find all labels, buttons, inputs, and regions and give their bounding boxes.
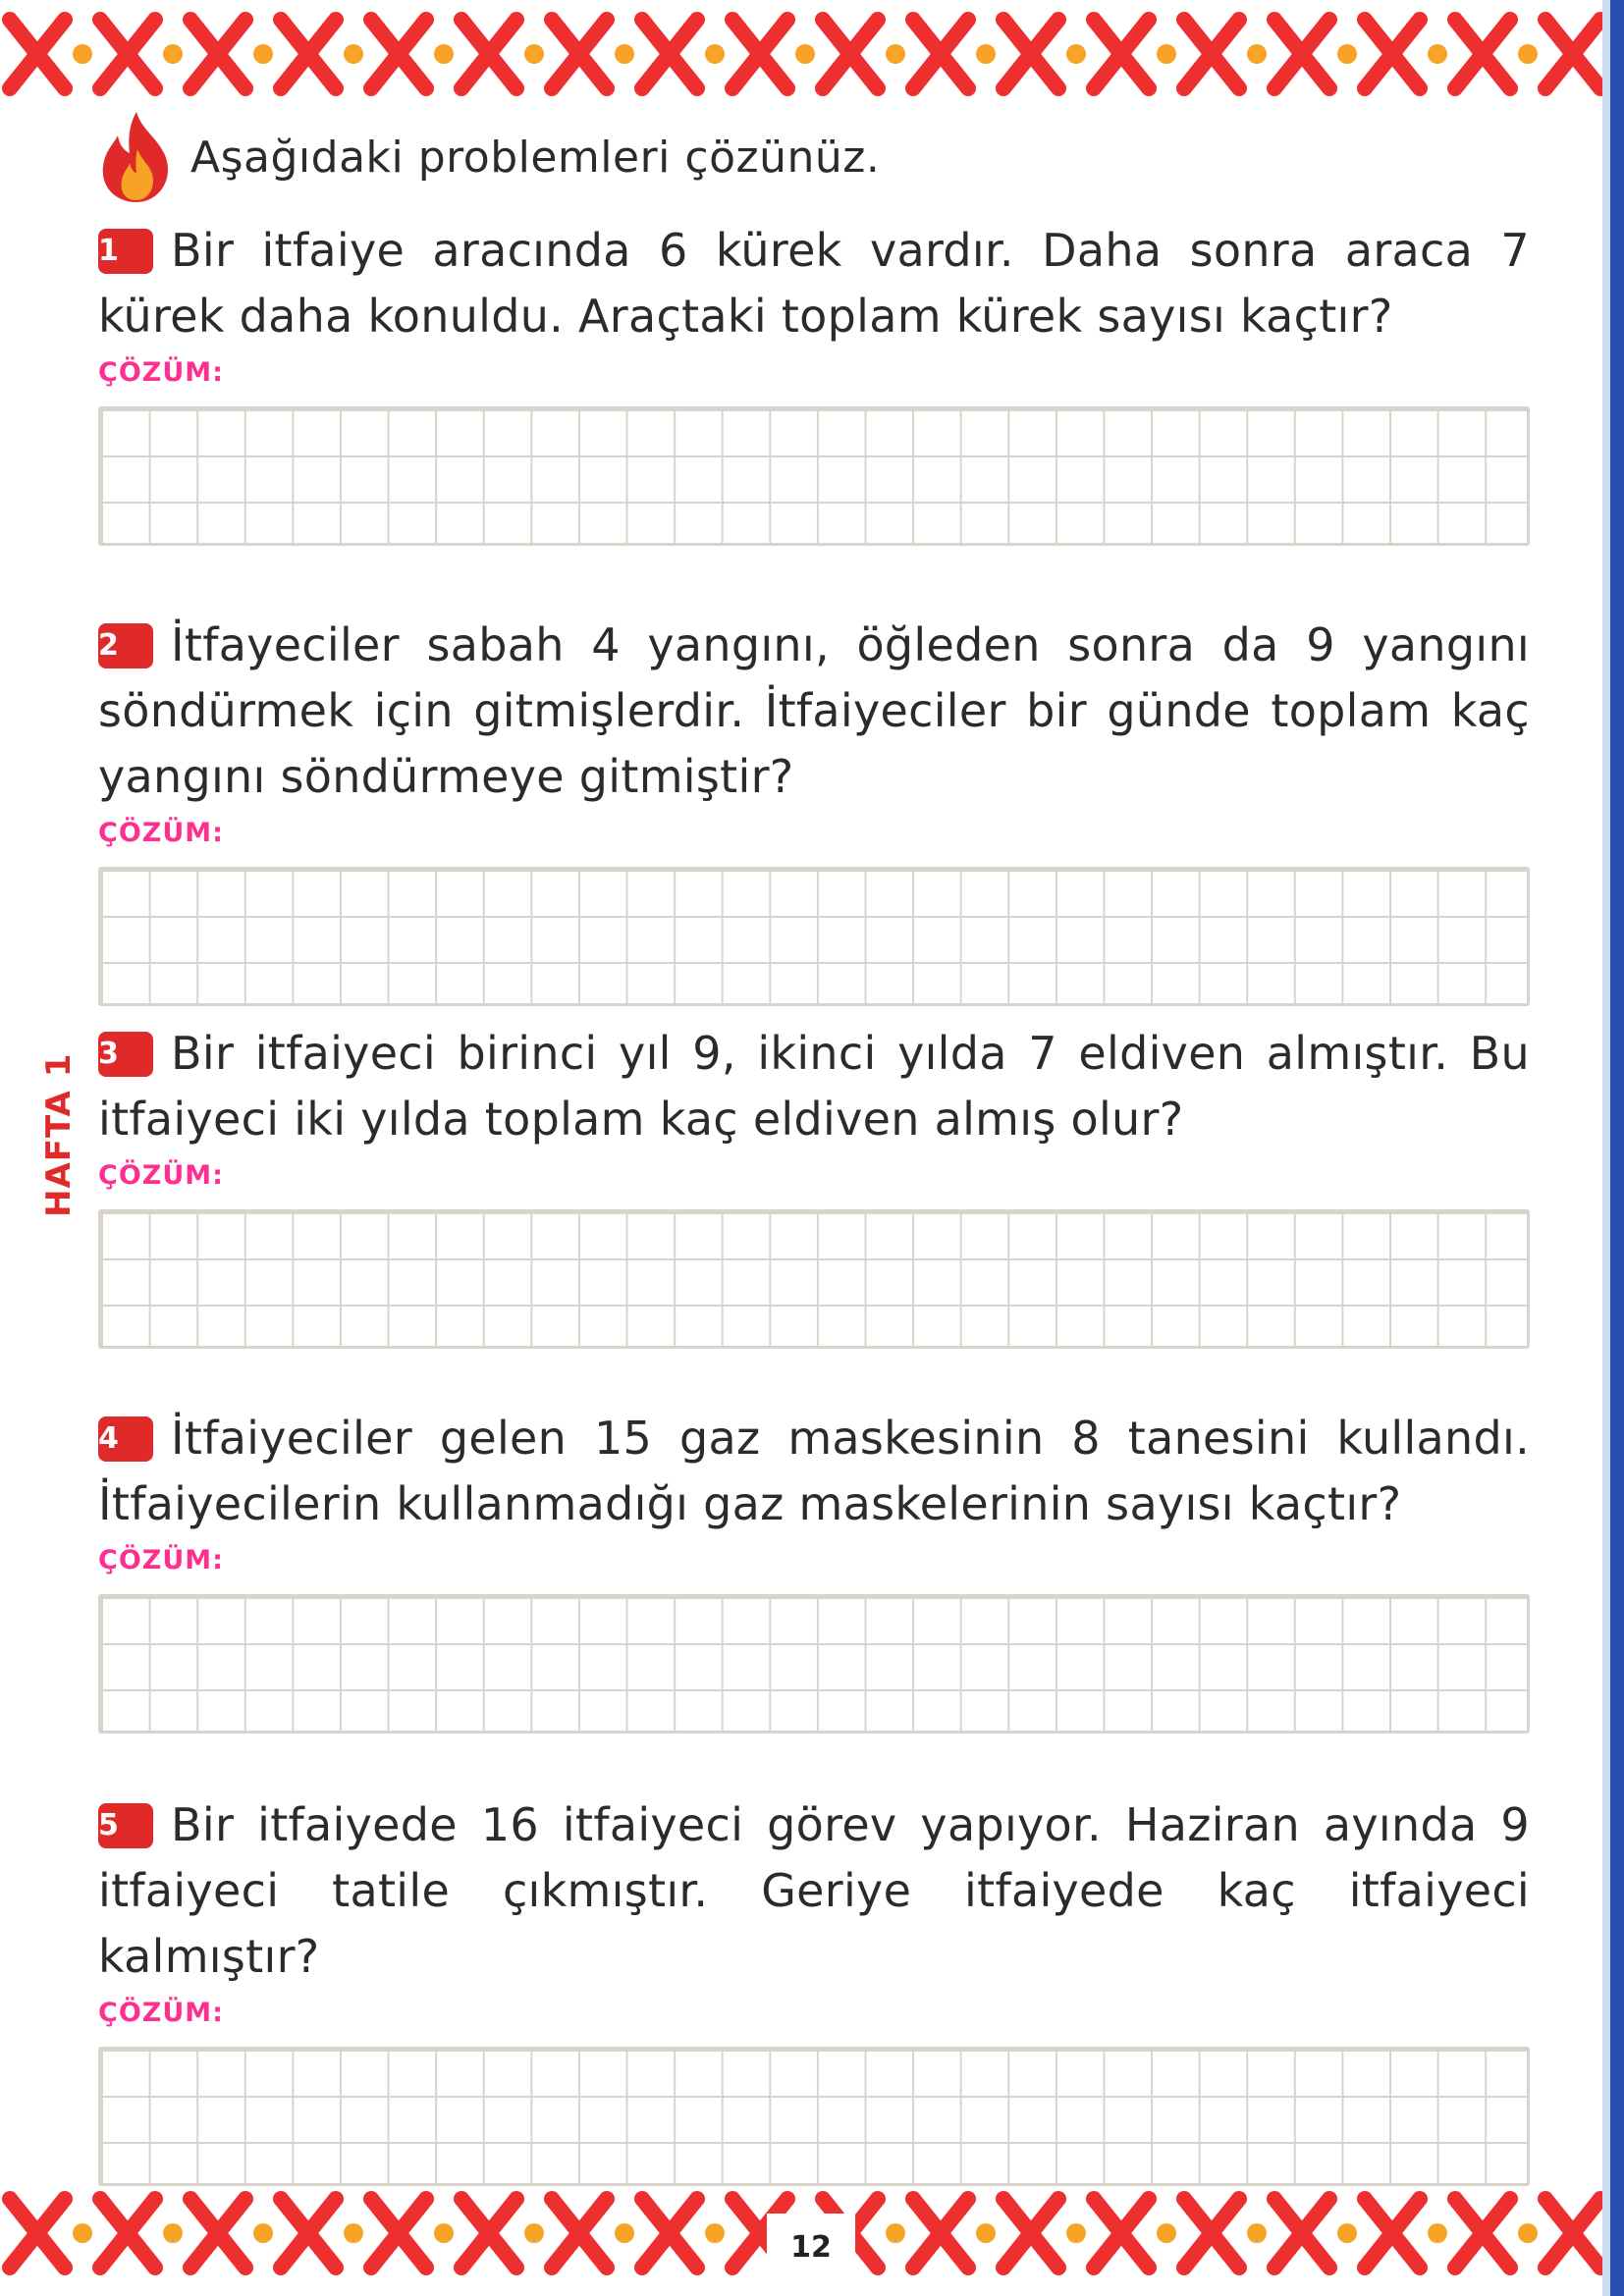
border-x-mark	[1274, 2199, 1329, 2268]
solution-label: ÇÖZÜM:	[98, 1160, 224, 1191]
border-x-mark	[190, 20, 245, 88]
border-x-mark	[461, 20, 516, 88]
side-stripe-light	[1602, 0, 1610, 2296]
border-x-mark	[190, 2199, 245, 2268]
border-dot	[705, 44, 725, 64]
border-x-mark	[913, 20, 968, 88]
problem-4	[98, 1406, 1530, 1734]
border-dot	[1157, 2223, 1176, 2243]
solution-grid[interactable]	[98, 2047, 1530, 2186]
border-dot	[73, 44, 92, 64]
border-x-mark	[281, 2199, 336, 2268]
border-dot	[1337, 2223, 1357, 2243]
flame-icon	[98, 110, 175, 204]
solution-label: ÇÖZÜM:	[98, 357, 224, 388]
border-dot	[434, 2223, 454, 2243]
border-dot	[163, 2223, 183, 2243]
border-x-mark	[552, 20, 607, 88]
border-dot	[524, 2223, 544, 2243]
border-x-mark	[1365, 2199, 1420, 2268]
border-x-mark	[1545, 20, 1600, 88]
border-dot	[344, 44, 363, 64]
border-dot	[705, 2223, 725, 2243]
border-dot	[524, 44, 544, 64]
border-dot	[1157, 44, 1176, 64]
border-x-mark	[1455, 20, 1510, 88]
border-x-mark	[732, 20, 787, 88]
border-dot	[795, 44, 815, 64]
problem-number-badge: 2	[98, 623, 153, 668]
border-x-mark	[642, 20, 697, 88]
border-x-mark	[1455, 2199, 1510, 2268]
border-dot	[886, 44, 905, 64]
solution-grid[interactable]	[98, 867, 1530, 1006]
problem-text: Bir itfaiyeci birinci yıl 9, ikinci yılda 7 eldiven almıştır. Bu itfaiyeci iki yılda toplam kaç eldiven almış olur?	[98, 1027, 1530, 1146]
side-stripe	[1610, 0, 1624, 2296]
top-x-border	[0, 0, 1624, 108]
border-x-mark	[552, 2199, 607, 2268]
problem-text: Bir itfaiye aracında 6 kürek vardır. Daha sonra araca 7 kürek daha konuldu. Araçtaki toplam kürek sayısı kaçtır?	[98, 224, 1530, 343]
border-dot	[615, 44, 634, 64]
border-dot	[434, 44, 454, 64]
border-dot	[976, 44, 996, 64]
solution-grid[interactable]	[98, 1594, 1530, 1734]
border-dot	[886, 2223, 905, 2243]
border-dot	[1337, 44, 1357, 64]
border-x-mark	[100, 2199, 155, 2268]
border-x-mark	[642, 2199, 697, 2268]
border-dot	[1066, 2223, 1086, 2243]
border-x-mark	[1184, 2199, 1239, 2268]
border-dot	[253, 2223, 273, 2243]
border-x-mark	[1094, 20, 1149, 88]
border-x-mark	[823, 20, 878, 88]
border-x-mark	[1003, 20, 1058, 88]
solution-label: ÇÖZÜM:	[98, 1998, 224, 2028]
border-x-mark	[1545, 2199, 1600, 2268]
solution-label: ÇÖZÜM:	[98, 1545, 224, 1575]
problem-number-badge: 4	[98, 1416, 153, 1462]
problem-text: İtfayeciler sabah 4 yangını, öğleden sonra da 9 yangını söndürmek için gitmişlerdir. İtfaiyeciler bir günde toplam kaç yangını söndürmeye gitmiştir?	[98, 618, 1530, 803]
border-dot	[344, 2223, 363, 2243]
problem-1-question	[98, 218, 1530, 349]
border-x-mark	[100, 20, 155, 88]
problem-1	[98, 218, 1530, 546]
week-side-label: HAFTA 1	[39, 1052, 79, 1217]
border-dot	[73, 2223, 92, 2243]
problem-3	[98, 1021, 1530, 1349]
border-dot	[615, 2223, 634, 2243]
border-dot	[253, 44, 273, 64]
problem-number-badge: 1	[98, 229, 153, 274]
problem-2	[98, 613, 1530, 1006]
instruction	[98, 110, 880, 204]
border-dot	[1428, 2223, 1447, 2243]
problem-text: İtfaiyeciler gelen 15 gaz maskesinin 8 tanesini kullandı. İtfaiyecilerin kullanmadığı gaz maskelerinin sayısı kaçtır?	[98, 1412, 1530, 1530]
border-dot	[163, 44, 183, 64]
border-x-mark	[371, 2199, 426, 2268]
problem-number-badge: 3	[98, 1032, 153, 1077]
border-x-mark	[1365, 20, 1420, 88]
problem-text: Bir itfaiyede 16 itfaiyeci görev yapıyor. Haziran ayında 9 itfaiyeci tatile çıkmıştır. Geriye itfaiyede kaç itfaiyeci kalmıştır?	[98, 1798, 1530, 1983]
border-dot	[1518, 44, 1538, 64]
problem-2-question	[98, 613, 1530, 810]
border-x-mark	[1184, 20, 1239, 88]
problem-number-badge: 5	[98, 1803, 153, 1848]
solution-label: ÇÖZÜM:	[98, 818, 224, 848]
border-x-mark	[1094, 2199, 1149, 2268]
border-dot	[1247, 2223, 1267, 2243]
border-dot	[1518, 2223, 1538, 2243]
border-x-mark	[281, 20, 336, 88]
border-x-mark	[461, 2199, 516, 2268]
border-dot	[1428, 44, 1447, 64]
border-x-mark	[913, 2199, 968, 2268]
border-x-mark	[371, 20, 426, 88]
border-dot	[1066, 44, 1086, 64]
page-number: 12	[767, 2214, 855, 2282]
solution-grid[interactable]	[98, 406, 1530, 546]
border-dot	[976, 2223, 996, 2243]
problem-5-question	[98, 1792, 1530, 1990]
border-x-mark	[10, 20, 65, 88]
instruction-text: Aşağıdaki problemleri çözünüz.	[190, 132, 881, 183]
border-x-mark	[1003, 2199, 1058, 2268]
problem-3-question	[98, 1021, 1530, 1152]
problem-4-question	[98, 1406, 1530, 1537]
border-dot	[1247, 44, 1267, 64]
solution-grid[interactable]	[98, 1209, 1530, 1349]
border-x-mark	[10, 2199, 65, 2268]
border-x-mark	[1274, 20, 1329, 88]
problem-5	[98, 1792, 1530, 2186]
